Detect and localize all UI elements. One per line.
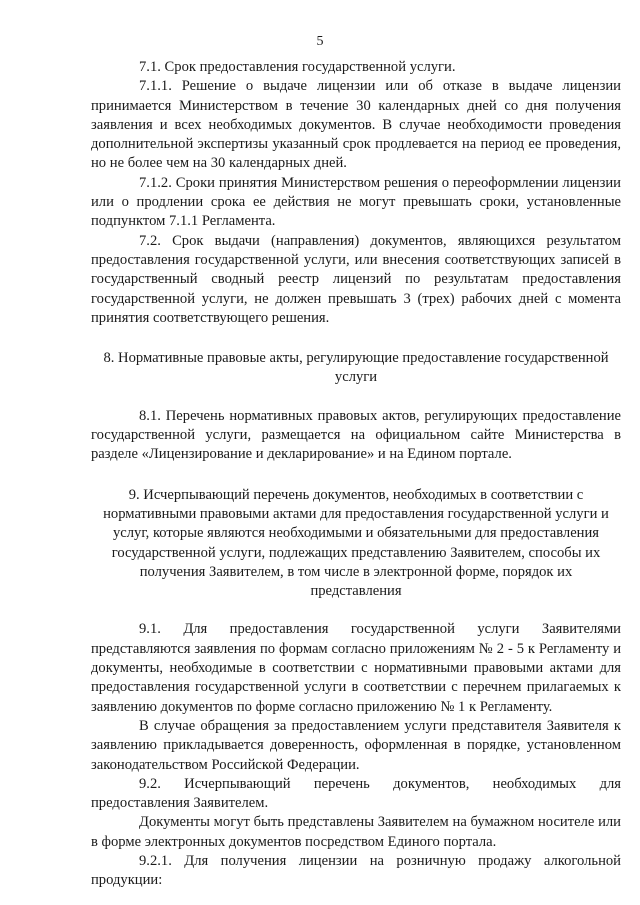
paragraph-9-2-1: 9.2.1. Для получения лицензии на розничную продажу алкогольной продукции:: [91, 852, 621, 889]
paragraph-8-1: 8.1. Перечень нормативных правовых актов, регулирующих предоставление государственной услуги, размещается на официальном сайте Министерства в разделе «Лицензирование и декларирование» и на Едином портале.: [91, 407, 621, 463]
paragraph-9-2-documents: Документы могут быть представлены Заявителем на бумажном носителе или в форме электронных документов посредством Единого портала.: [91, 814, 621, 850]
section-8-heading: 8. Нормативные правовые акты, регулирующие предоставление государственной услуги: [103, 350, 609, 386]
section-9-heading: 9. Исчерпывающий перечень документов, необходимых в соответствии с нормативными правовыми актами для предоставления государственной услуги и услуг, которые являются необходимыми и обязательными для предоставления государственной услуги, подлежащих представлению Заявителем, способы их получения Заявителем, в том числе в электронной форме, порядок их представления: [103, 486, 609, 600]
paragraph-9-1: 9.1. Для предоставления государственной услуги Заявителями представляются заявления по формам согласно приложениям № 2 - 5 к Регламенту и документы, необходимые в соответствии с нормативными правовыми актами для предоставления государственной услуги в соответствии с перечнем прилагаемых к заявлению документов по форме согласно приложению № 1 к Регламенту.: [91, 621, 621, 715]
page-number: 5: [316, 34, 324, 49]
paragraph-7-1: 7.1. Срок предоставления государственной услуги.: [139, 59, 456, 75]
paragraph-9-2: 9.2. Исчерпывающий перечень документов, необходимых для предоставления Заявителем.: [91, 775, 621, 812]
document-body: [91, 58, 621, 891]
paragraph-7-2: 7.2. Срок выдачи (направления) документов, являющихся результатом предоставления государственной услуги, или внесения соответствующих записей в государственный сводный реестр лицензий по результатам предоставления государственной услуги, не должен превышать 3 (трех) рабочих дней с момента принятия соответствующего решения.: [91, 232, 621, 326]
paragraph-7-1-1: 7.1.1. Решение о выдаче лицензии или об отказе в выдаче лицензии принимается Министерством в течение 30 календарных дней со дня получения заявления и всех необходимых документов. В случае необходимости проведения дополнительной экспертизы указанный срок продлевается на период ее проведения, но не более чем на 30 календарных дней.: [91, 78, 621, 172]
paragraph-9-1-representative: В случае обращения за предоставлением услуги представителя Заявителя к заявлению прикладывается доверенность, оформленная в порядке, установленном законодательством Российской Федерации.: [91, 717, 621, 773]
paragraph-7-1-2: 7.1.2. Сроки принятия Министерством решения о переоформлении лицензии или о продлении срока ее действия не могут превышать сроки, установленные подпунктом 7.1.1 Регламента.: [91, 174, 621, 230]
